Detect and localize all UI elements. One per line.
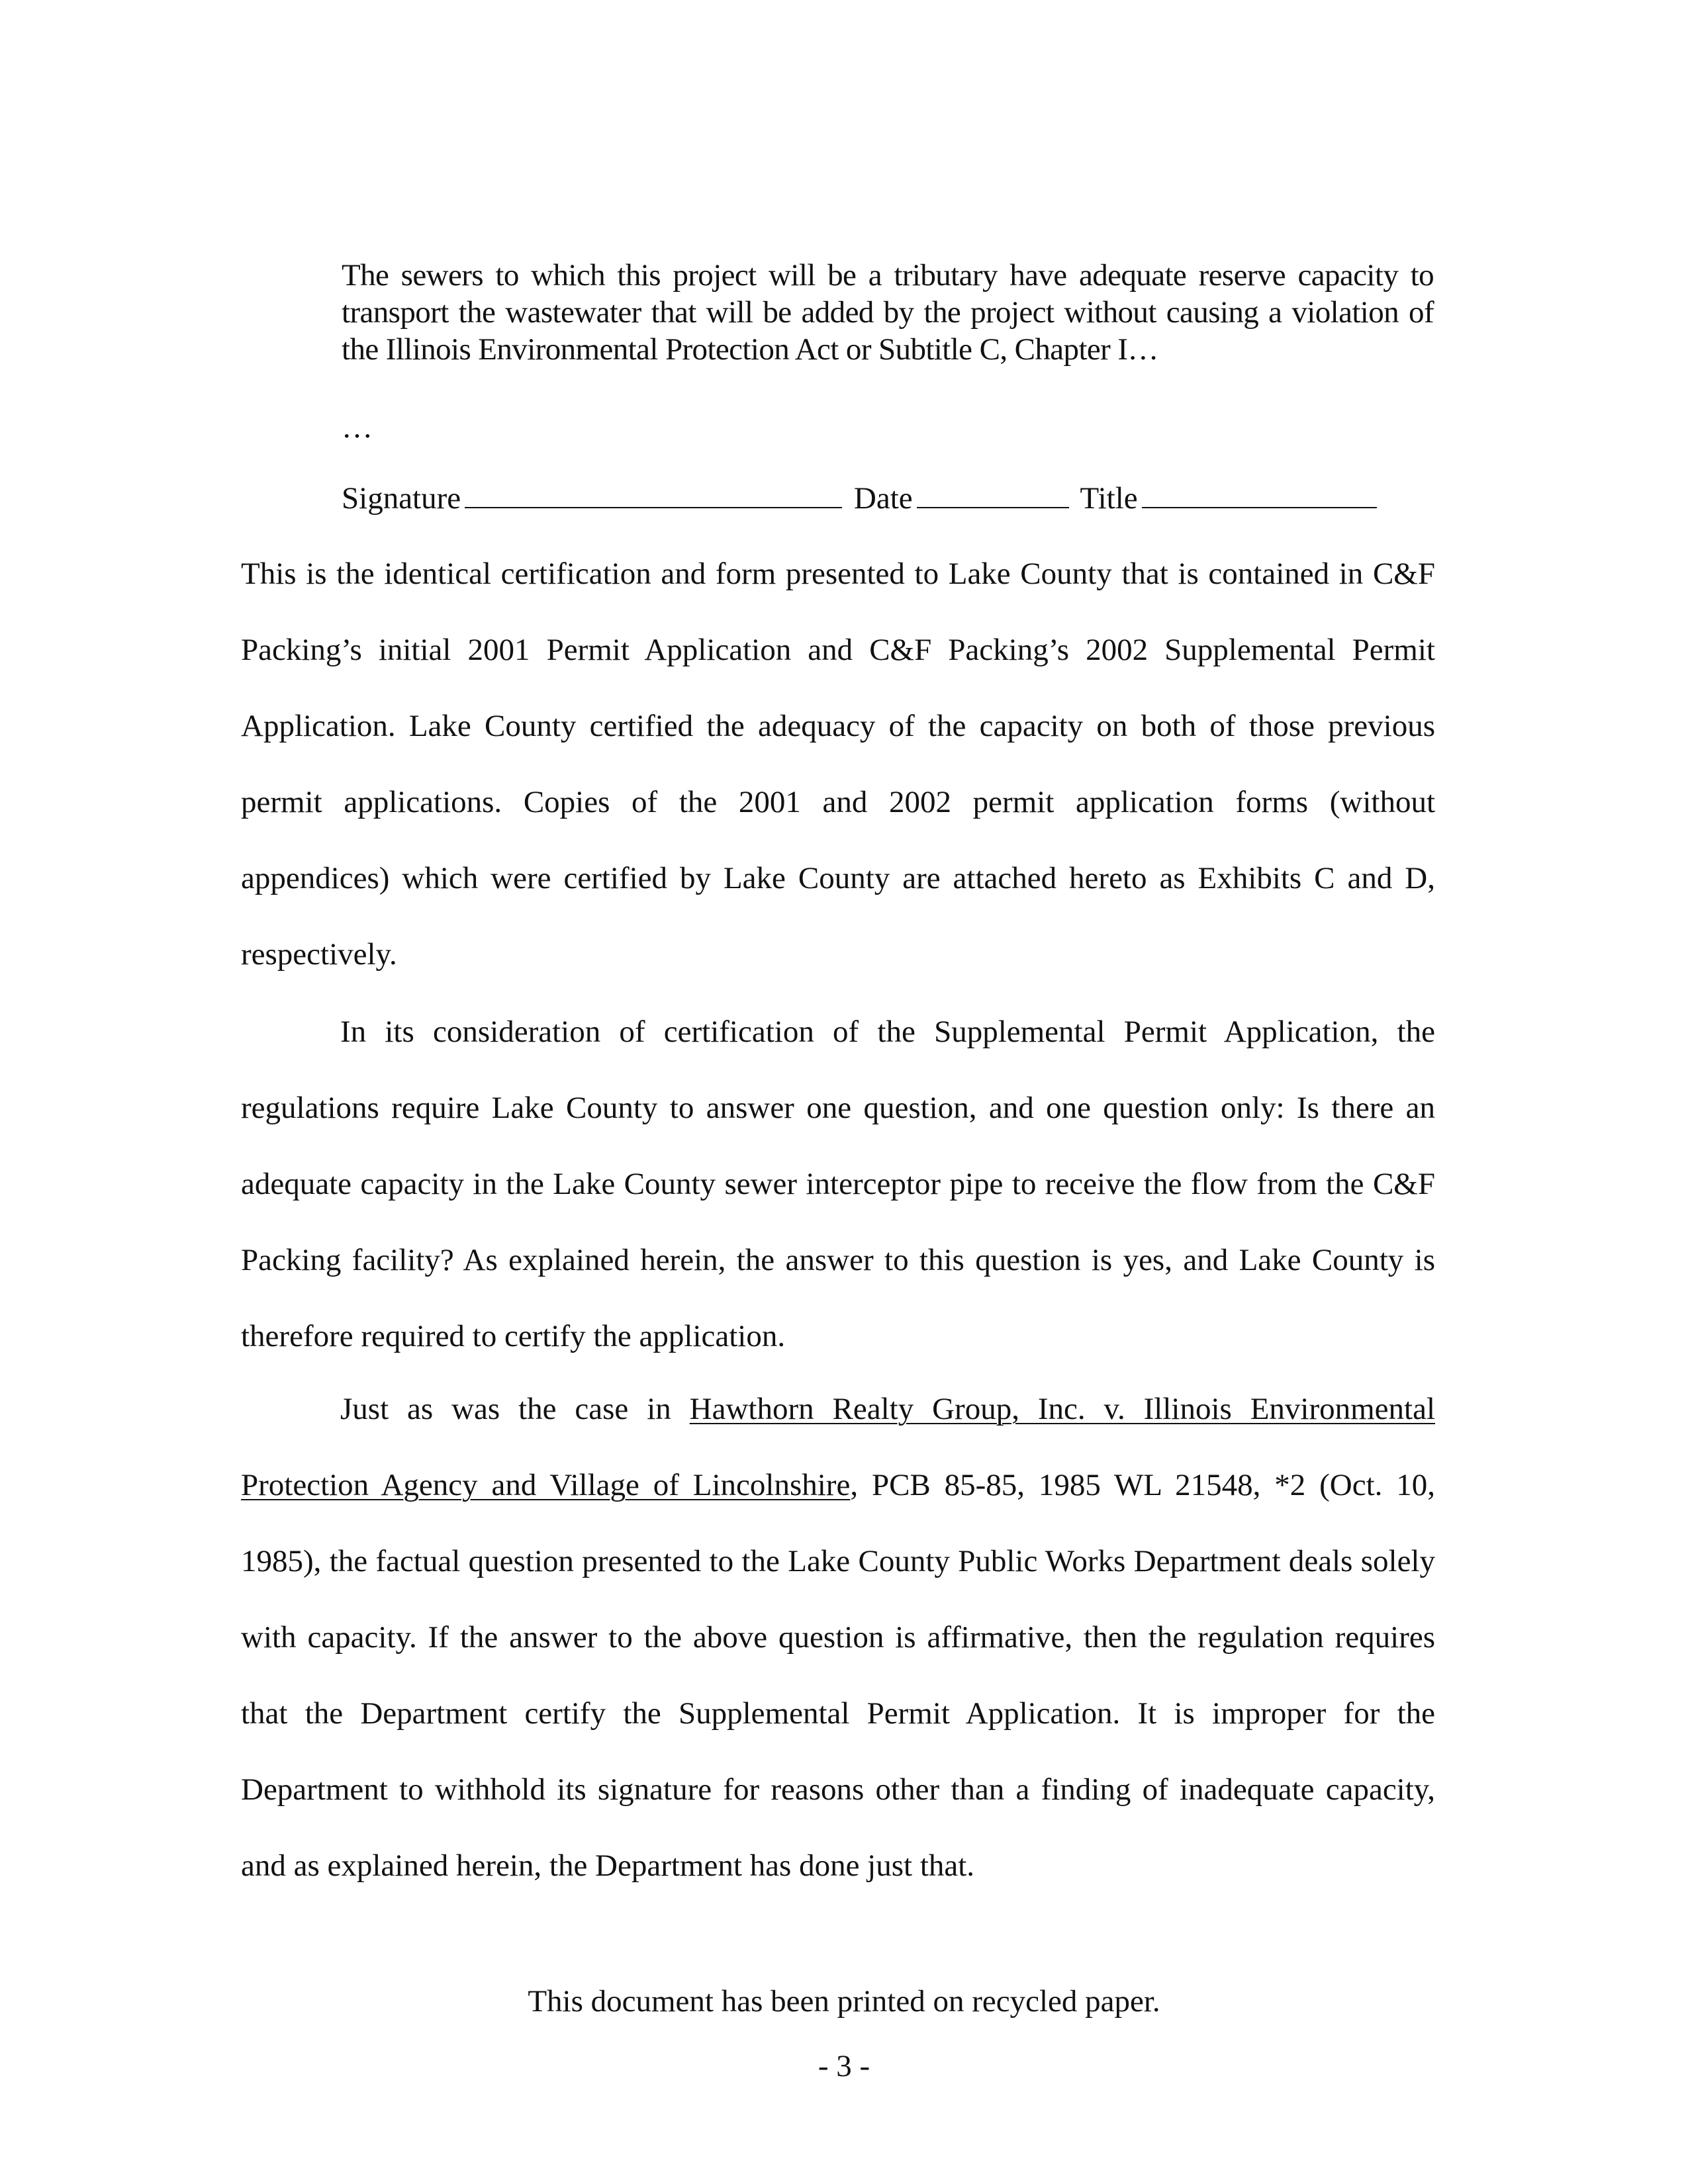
date-label: Date <box>853 481 913 516</box>
paragraph-identical-certification: This is the identical certification and form presented to Lake County that is contained in C&F Packing’s initial 2001 Permit Application and C&F Packing’s 2002 Supplemental Permit Application. Lake County certified the adequacy of the capacity on both of those previous permit applications. Copies of the 2001 and 2002 permit application forms (without appendices) which were certified by Lake County are attached hereto as Exhibits C and D, respectively. <box>241 557 1435 972</box>
signature-label: Signature <box>342 481 461 516</box>
signature-line <box>342 478 1414 517</box>
paragraph-hawthorn <box>241 1371 1435 1904</box>
paragraph-hawthorn-rest: , PCB 85-85, 1985 WL 21548, *2 (Oct. 10, 1985), the factual question presented to the Lake County Public Works Department deals solely with capacity. If the answer to the above question is affirmative, then the regulation requires that the Department certify the Supplemental Permit Application. It is improper for the Department to withhold its signature for reasons other than a finding of inadequate capacity, and as explained herein, the Department has done just that. <box>241 1468 1435 1883</box>
quoted-certification: The sewers to which this project will be a tributary have adequate reserve capacity to transport the wastewater that will be added by the project without causing a violation of the Illinois Environmental Protection Act or Subtitle C, Chapter I… <box>342 258 1434 367</box>
signature-blank <box>465 478 842 508</box>
date-blank <box>917 478 1069 508</box>
title-label: Title <box>1080 481 1138 516</box>
paragraph-hawthorn-lead: Just as was the case in <box>340 1392 690 1426</box>
recycled-paper-note: This document has been printed on recycled paper. <box>528 1984 1160 2019</box>
quote-ellipsis: … <box>342 410 373 445</box>
title-blank <box>1142 478 1377 508</box>
paragraph-consideration <box>241 994 1435 1375</box>
page-number: - 3 - <box>818 2049 870 2083</box>
paragraph-consideration-text: In its consideration of certification of the Supplemental Permit Application, the regulations require Lake County to answer one question, and one question only: Is there an adequate capacity in the Lake County sewer interceptor pipe to receive the flow from the C&F Packing facility? As explained herein, the answer to this question is yes, and Lake County is therefore required to certify the application. <box>241 1015 1435 1353</box>
case-citation: Hawthorn Realty Group, Inc. v. Illinois Environmental Protection Agency and Village of Lincolnshire <box>241 1392 1436 1502</box>
